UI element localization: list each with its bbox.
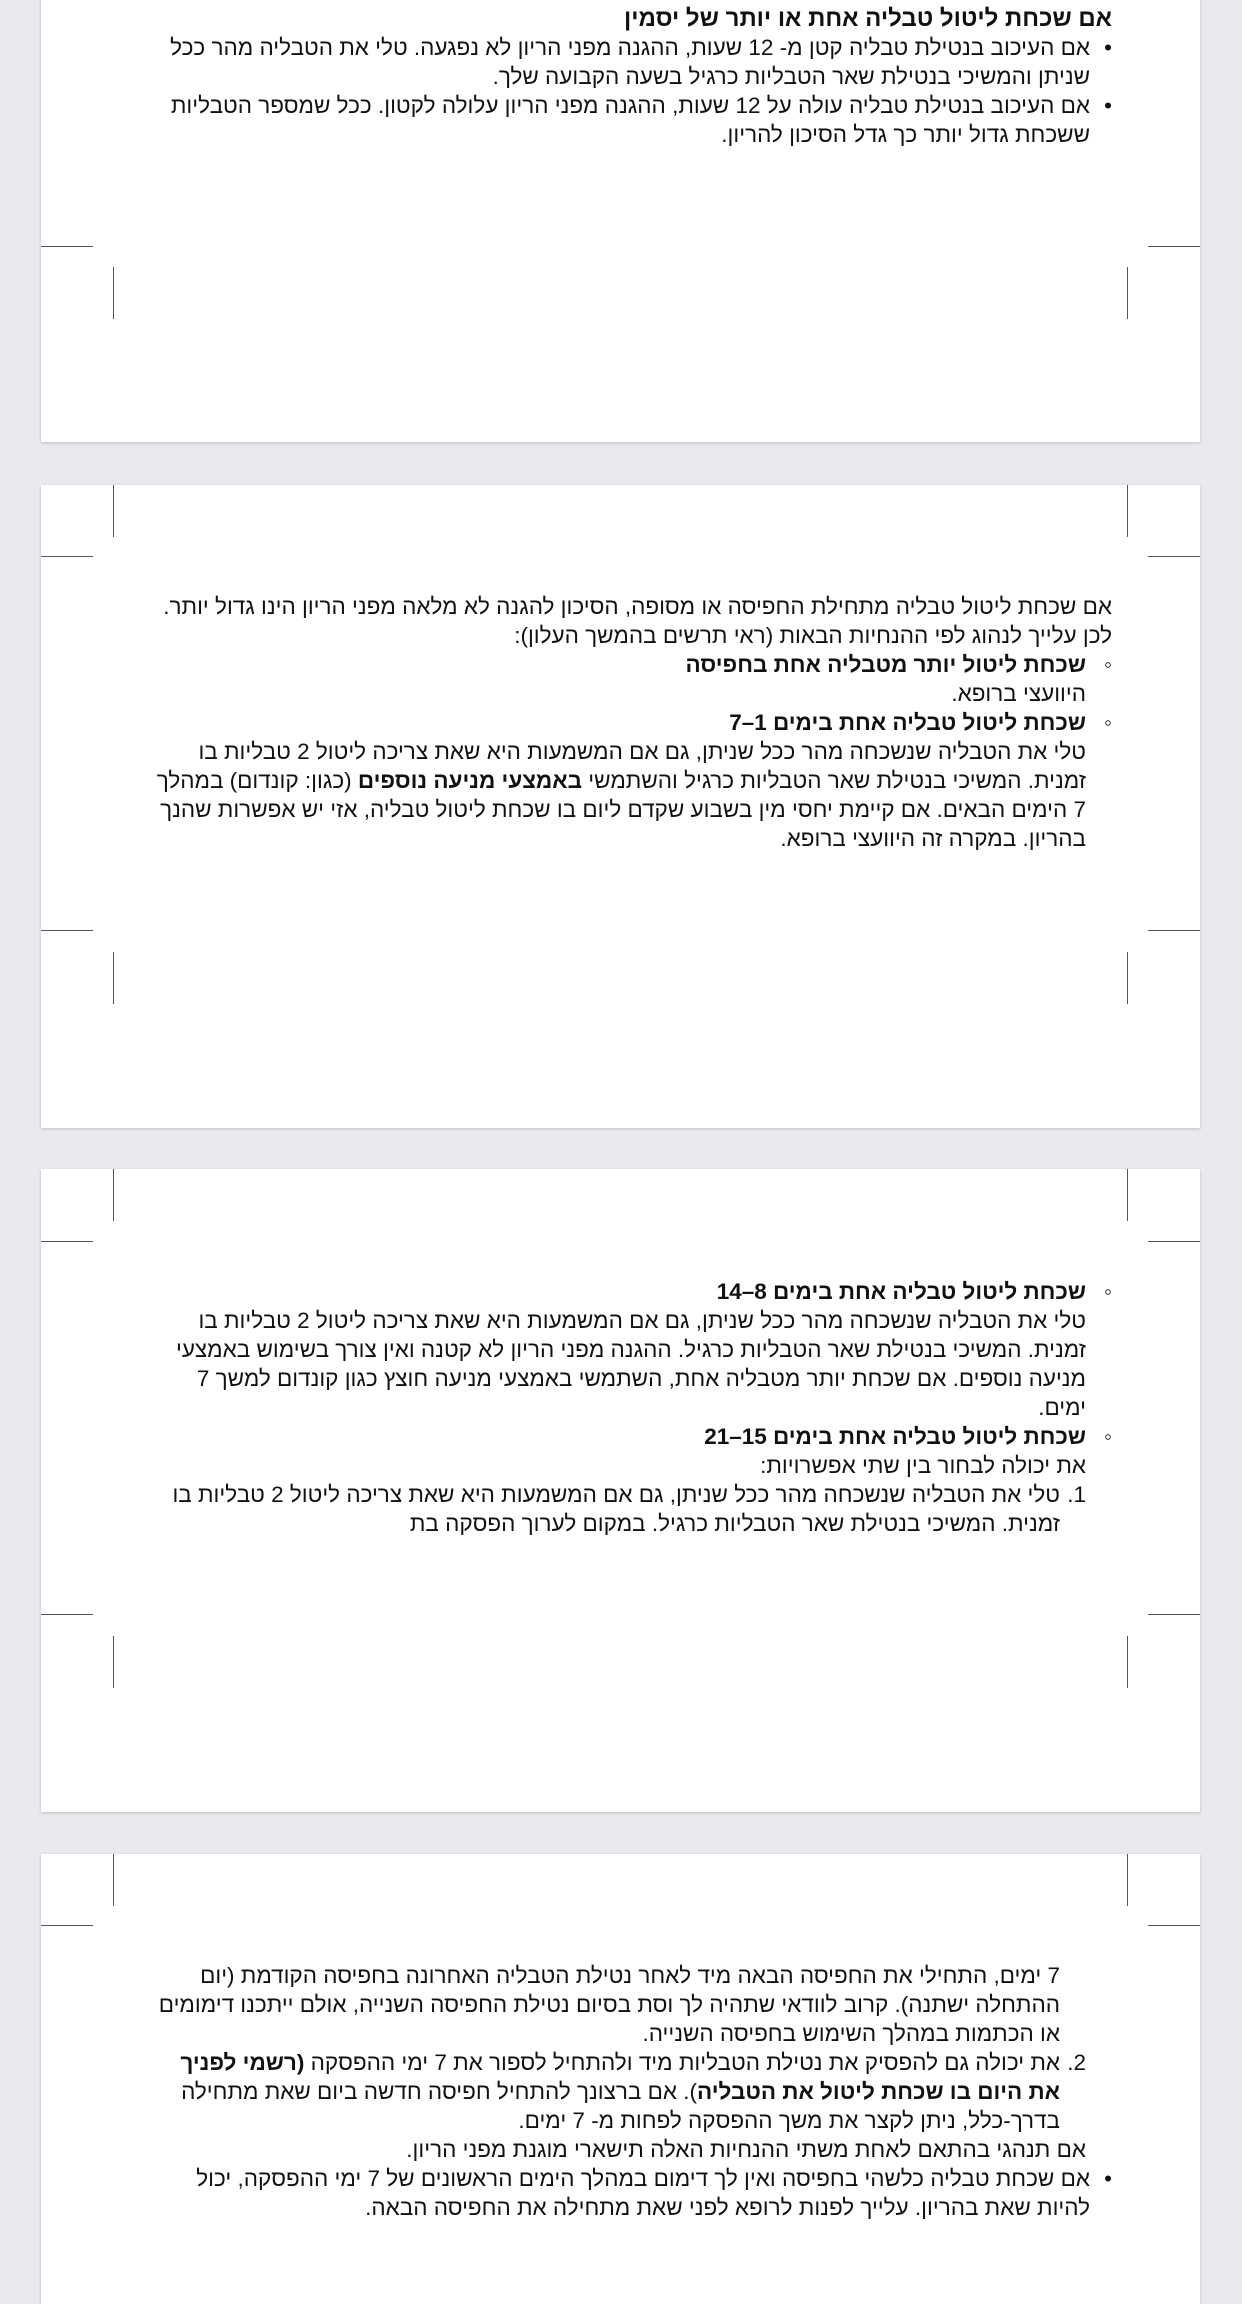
crop-mark [1127,267,1128,319]
crop-mark [1127,1854,1128,1906]
crop-mark [1148,930,1200,931]
numbered-option-continued: 7 ימים, התחילי את החפיסה הבאה מיד לאחר נטילת הטבליה האחרונה בחפיסה הקודמת (יום ההתחלה ישתנה). קרוב לוודאי שתהיה לך וסת בסיום נטילת החפיסה השנייה, אולם ייתכנו דימומים או הכתמות במהלך השימוש בחפיסה השנייה. [158,1963,1060,2046]
crop-mark [41,1614,93,1615]
crop-mark [1148,556,1200,557]
crop-mark [113,485,114,537]
list-item: • אם העיכוב בנטילת טבליה קטן מ- 12 שעות, ההגנה מפני הריון לא נפגעה. טלי את הטבליה מהר ככל שניתן והמשיכי בנטילת שאר הטבליות כרגיל בשעה הקבועה שלך. [154,33,1112,91]
crop-mark [1148,1241,1200,1242]
crop-mark [1148,1925,1200,1926]
crop-mark [1148,1614,1200,1615]
note-text: אם תנהגי בהתאם לאחת משתי ההנחיות האלה תישארי מוגנת מפני הריון. [406,2137,1086,2162]
crop-mark [41,1241,93,1242]
subsection-title: ◦ שכחת ליטול טבליה אחת בימים 1–7 [154,708,1112,737]
subsection-text: טלי את הטבליה שנשכחה מהר ככל שניתן, גם אם המשמעות היא שאת צריכה ליטול 2 טבליות בו זמנית. המשיכי בנטילת שאר הטבליות כרגיל. ההגנה מפני הריון לא קטנה ואין צורך בשימוש באמצעי מניעה נוספים. אם שכחת יותר מטבליה אחת, השתמשי באמצעי מניעה חוצץ כגון קונדום למשך 7 ימים. [175,1308,1086,1420]
subsection-text: טלי את הטבליה שנשכחה מהר ככל שניתן, גם אם המשמעות היא שאת צריכה ליטול 2 טבליות בו זמנית. המשיכי בנטילת שאר הטבליות כרגיל והשתמשי באמצעי מניעה נוספים (כגון: קונדום) במהלך 7 הימים הבאים. אם קיימת יחסי מין בשבוע שקדם ליום בו שכחת ליטול טבליה, אזי יש אפשרות שהנך בהריון. במקרה זה היוועצי ברופא. [156,739,1086,851]
intro-paragraph: אם שכחת ליטול טבליה מתחילת החפיסה או מסופה, הסיכון להגנה לא מלאה מפני הריון הינו גדול יותר. לכן עלייך לנהוג לפי ההנחיות הבאות (ראי תרשים בהמשך העלון): [163,594,1112,648]
numbered-option: 2. את יכולה גם להפסיק את נטילת הטבליות מיד ולהתחיל לספור את 7 ימי ההפסקה (רשמי לפניך את היום בו שכחת ליטול את הטבליה). אם ברצונך להתחיל חפיסה חדשה ביום שאת מתחילה בדרך-כלל, ניתן לקצר את משך ההפסקה לפחות מ- 7 ימים. [180,2050,1086,2133]
crop-mark [113,1636,114,1688]
crop-mark [1127,1636,1128,1688]
crop-mark [113,952,114,1004]
crop-mark [113,1169,114,1221]
list-item: • אם שכחת טבליה כלשהי בחפיסה ואין לך דימום במהלך הימים הראשונים של 7 ימי ההפסקה, יכול להיות שאת בהריון. עלייך לפנות לרופא לפני שאת מתחילה את החפיסה הבאה. [154,2164,1112,2222]
subsection-text: היוועצי ברופא. [951,681,1086,706]
subsection-title: ◦ שכחת ליטול יותר מטבליה אחת בחפיסה [154,650,1112,679]
subsection-text: את יכולה לבחור בין שתי אפשרויות: [760,1453,1086,1478]
subsection-title: ◦ שכחת ליטול טבליה אחת בימים 8–14 [154,1277,1112,1306]
document-page-4 [41,1854,1200,2304]
crop-mark [1127,952,1128,1004]
crop-mark [41,1925,93,1926]
crop-mark [113,267,114,319]
page-1-content [154,4,1112,149]
crop-mark [41,246,93,247]
page-2-content [154,592,1112,853]
crop-mark [41,930,93,931]
document-page-3 [41,1169,1200,1812]
numbered-option: 1. טלי את הטבליה שנשכחה מהר ככל שניתן, גם אם המשמעות היא שאת צריכה ליטול 2 טבליות בו זמנית. המשיכי בנטילת שאר הטבליות כרגיל. במקום לערוך הפסקה בת [172,1482,1086,1536]
document-page-2 [41,485,1200,1128]
section-heading: אם שכחת ליטול טבליה אחת או יותר של יסמין [624,5,1112,32]
crop-mark [41,556,93,557]
document-page-1 [41,0,1200,442]
page-4-content [154,1961,1112,2222]
crop-mark [1148,246,1200,247]
crop-mark [113,1854,114,1906]
list-item: • אם העיכוב בנטילת טבליה עולה על 12 שעות, ההגנה מפני הריון עלולה לקטון. ככל שמספר הטבליות ששכחת גדול יותר כך גדל הסיכון להריון. [154,91,1112,149]
page-3-content [154,1277,1112,1538]
subsection-title: ◦ שכחת ליטול טבליה אחת בימים 15–21 [154,1422,1112,1451]
crop-mark [1127,1169,1128,1221]
crop-mark [1127,485,1128,537]
